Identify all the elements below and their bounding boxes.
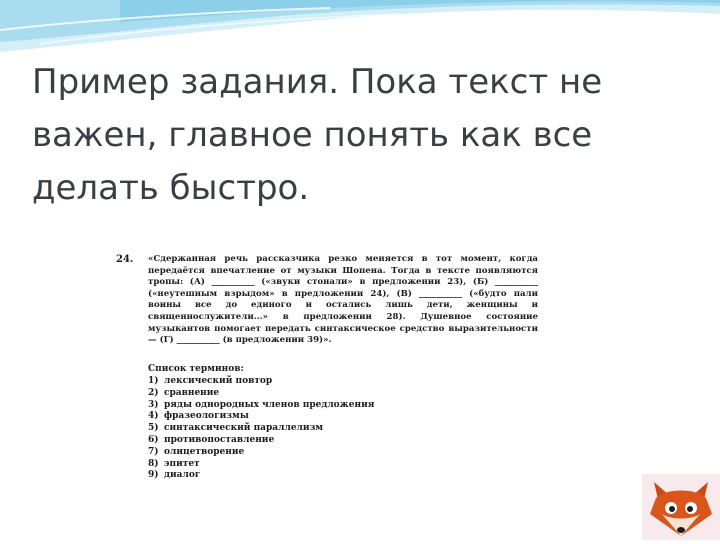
term-item — [148, 376, 374, 388]
term-number: 2) — [148, 387, 159, 398]
term-label: фразеологизмы — [164, 411, 249, 422]
term-item — [148, 435, 374, 447]
term-item — [148, 388, 374, 400]
task-number: 24. — [116, 254, 134, 265]
term-label: синтаксический параллелизм — [164, 423, 324, 434]
terms-heading: Список терминов: — [148, 364, 244, 374]
term-item — [148, 411, 374, 423]
task-text: «Сдержанная речь рассказчика резко меняется в тот момент, когда передаётся впечатление от музыки Шопена. Тогда в тексте появляются тропы: (А) __________ («звуки стонали» в предложении 23), (Б) __________ («неутешным взрыдом» в предложении 24), (В) __________ («будто пали воины все до единого и остались лишь дети, женщины и священнослужители...» в предложении 28). Душевное состояние музыкантов помогает передать синтаксическое средство выразительности — (Г) __________ (в предложении 39)». — [148, 254, 538, 346]
terms-list — [148, 376, 374, 482]
term-label: диалог — [164, 470, 201, 481]
term-number: 4) — [148, 411, 159, 422]
term-item — [148, 470, 374, 482]
term-item — [148, 423, 374, 435]
term-number: 8) — [148, 458, 159, 469]
term-number: 7) — [148, 446, 159, 457]
term-label: эпитет — [164, 458, 200, 469]
term-label: сравнение — [164, 387, 220, 398]
term-number: 3) — [148, 399, 159, 410]
fox-icon — [642, 474, 720, 540]
term-number: 5) — [148, 423, 159, 434]
term-number: 1) — [148, 376, 159, 386]
slide-title — [32, 56, 692, 215]
term-item — [148, 447, 374, 459]
term-label: ряды однородных членов предложения — [164, 399, 375, 410]
term-label: противопоставление — [164, 434, 275, 445]
term-item — [148, 400, 374, 412]
term-label: лексический повтор — [164, 376, 273, 386]
term-item — [148, 459, 374, 471]
slide-title-line-2: важен, главное понять как все — [32, 115, 593, 155]
task-scan-image — [112, 248, 544, 490]
header-wave-decoration — [0, 0, 720, 60]
term-number: 6) — [148, 434, 159, 445]
slide-title-line-1: Пример задания. Пока текст не — [32, 62, 603, 102]
term-label: олицетворение — [164, 446, 245, 457]
slide-title-line-3: делать быстро. — [32, 168, 310, 208]
term-number: 9) — [148, 470, 159, 481]
